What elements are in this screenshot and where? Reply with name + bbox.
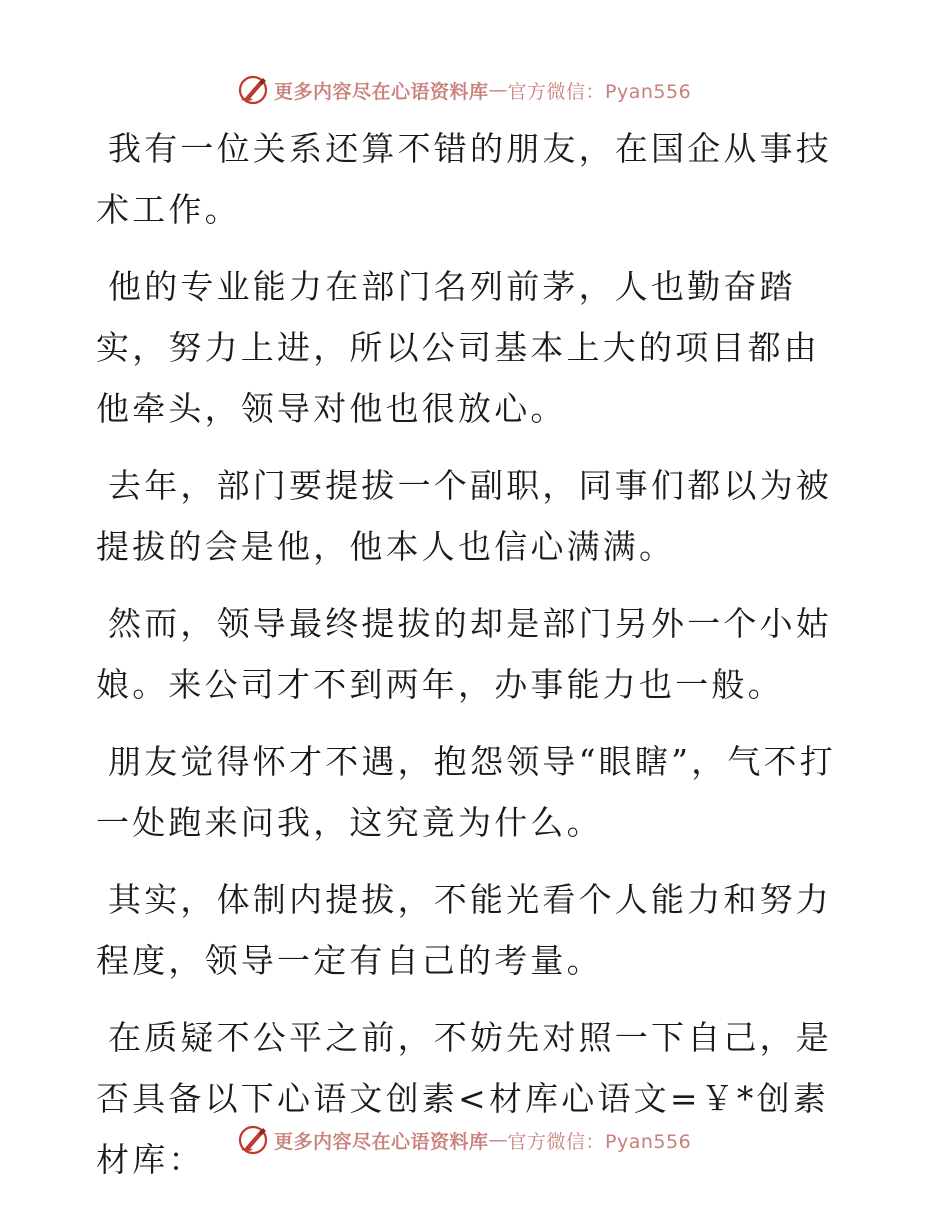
paragraph: 去年，部门要提拔一个副职，同事们都以为被提拔的会是他，他本人也信心满满。 [96, 466, 832, 566]
paragraph: 我有一位关系还算不错的朋友，在国企从事技术工作。 [96, 129, 832, 229]
header-banner [236, 72, 691, 108]
banner-account: 官方微信：Pyan556 [507, 1130, 692, 1153]
paragraph: 在质疑不公平之前，不妨先对照一下自己，是否具备以下心语文创素<材库心语文=￥*创素材库： [96, 1018, 832, 1179]
paragraph: 然而，领导最终提拔的却是部门另外一个小姑娘。来公司才不到两年，办事能力也一般。 [96, 604, 832, 704]
pen-logo-icon [236, 1123, 270, 1157]
banner-account: 官方微信：Pyan556 [507, 80, 692, 103]
banner-title: 更多内容尽在心语资料库 [274, 80, 489, 103]
banner-separator: — [488, 1129, 508, 1151]
banner-title: 更多内容尽在心语资料库 [274, 1130, 489, 1153]
footer-banner [236, 1122, 691, 1158]
paragraph: 朋友觉得怀才不遇，抱怨领导“眼瞎”，气不打一处跑来问我，这究竟为什么。 [96, 742, 836, 842]
article-body [96, 118, 836, 1206]
banner-separator: — [488, 79, 508, 101]
pen-logo-icon [236, 73, 270, 107]
paragraph: 他的专业能力在部门名列前茅，人也勤奋踏实，努力上进，所以公司基本上大的项目都由他牵头，领导对他也很放心。 [96, 267, 820, 428]
paragraph: 其实，体制内提拔，不能光看个人能力和努力程度，领导一定有自己的考量。 [96, 880, 832, 980]
